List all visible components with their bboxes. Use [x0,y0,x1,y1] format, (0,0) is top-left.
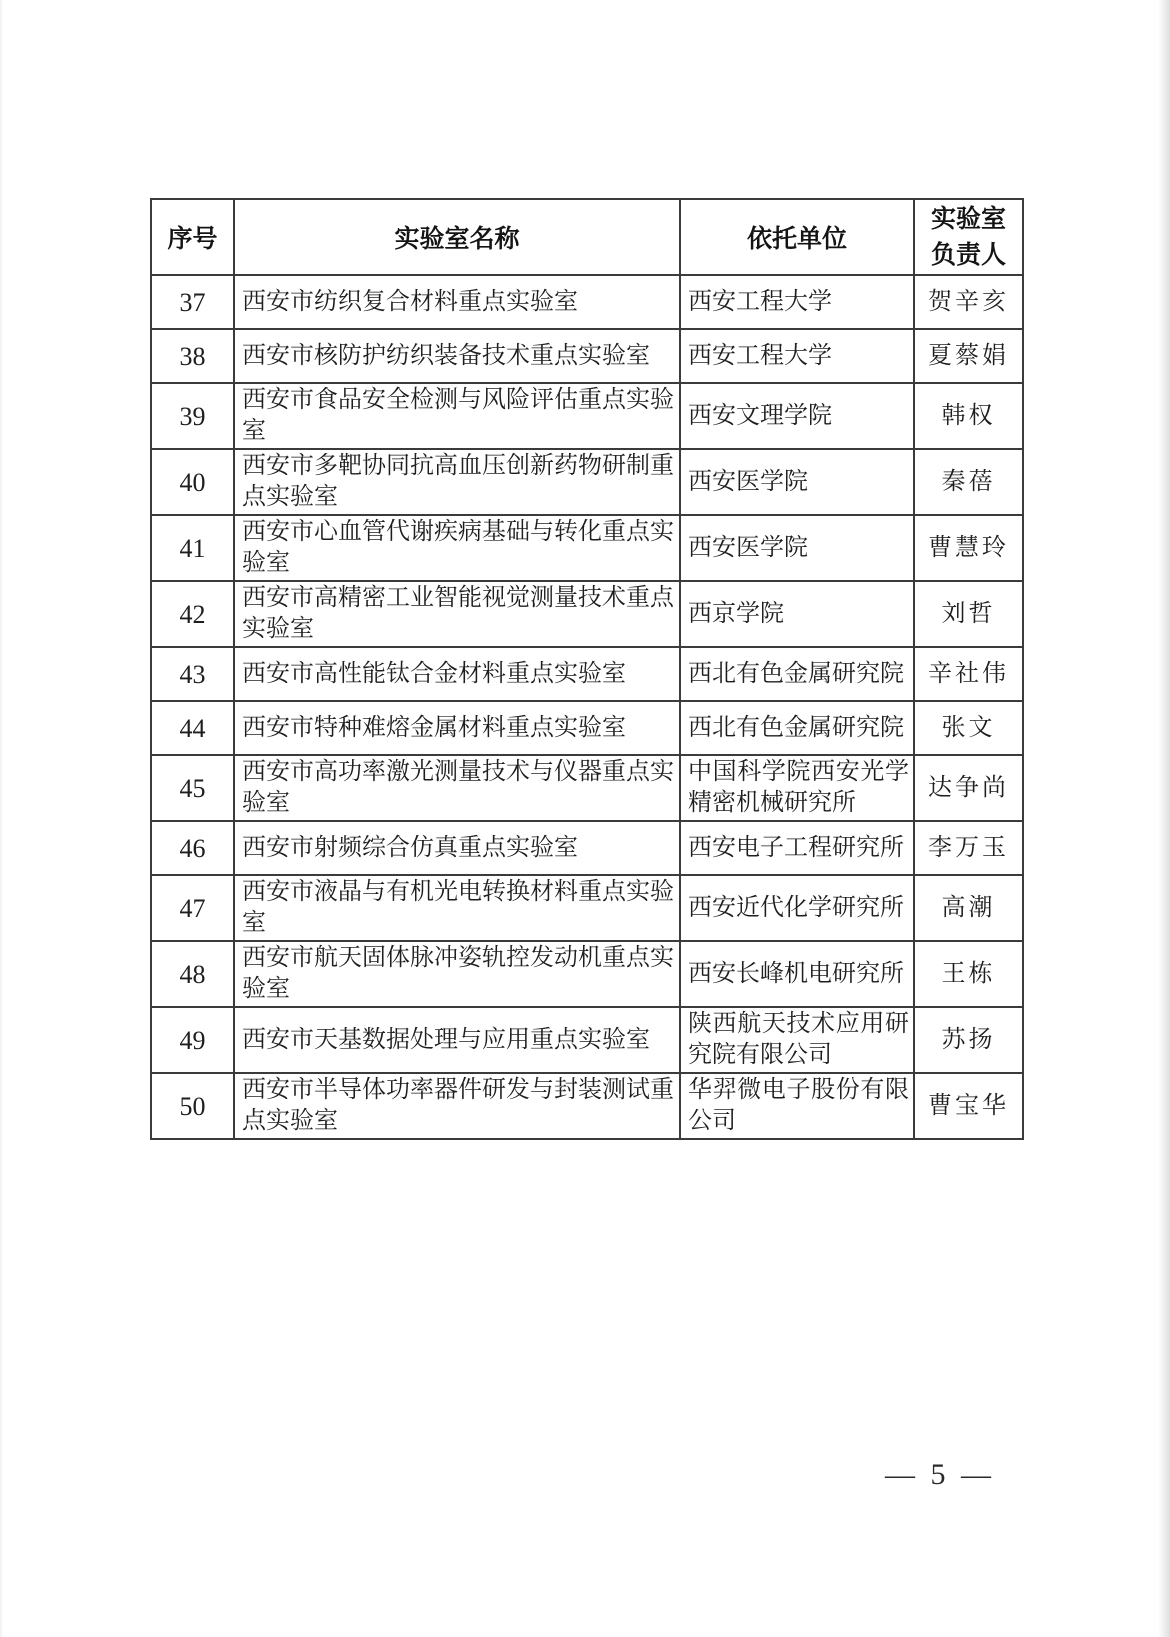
lab-name-cell: 西安市液晶与有机光电转换材料重点实验室 [234,875,680,941]
table-row [151,329,1023,383]
lab-name-cell: 西安市核防护纺织装备技术重点实验室 [234,329,680,383]
table-row [151,515,1023,581]
table-row [151,941,1023,1007]
host-org-cell: 西北有色金属研究院 [680,647,914,701]
director-cell: 苏扬 [914,1007,1023,1073]
director-cell: 曹慧玲 [914,515,1023,581]
table-row [151,821,1023,875]
director-cell: 辛社伟 [914,647,1023,701]
host-org-cell: 西安电子工程研究所 [680,821,914,875]
scan-edge-shadow-left [0,0,3,1637]
director-cell: 曹宝华 [914,1073,1023,1139]
serial-number-cell: 39 [151,383,234,449]
director-cell: 达争尚 [914,755,1023,821]
serial-number-cell: 38 [151,329,234,383]
serial-number-cell: 42 [151,581,234,647]
director-cell: 李万玉 [914,821,1023,875]
table-row [151,875,1023,941]
header-lab-director-line1: 实验室 [930,205,1006,233]
table-row [151,383,1023,449]
table-row [151,449,1023,515]
lab-name-cell: 西安市食品安全检测与风险评估重点实验室 [234,383,680,449]
header-host-org: 依托单位 [680,199,914,275]
host-org-cell: 中国科学院西安光学精密机械研究所 [680,755,914,821]
lab-name-cell: 西安市射频综合仿真重点实验室 [234,821,680,875]
director-cell: 秦蓓 [914,449,1023,515]
header-lab-director [914,199,1023,275]
serial-number-cell: 41 [151,515,234,581]
header-lab-director-line2: 负责人 [930,241,1006,269]
table-row [151,701,1023,755]
table-row [151,275,1023,329]
lab-name-cell: 西安市纺织复合材料重点实验室 [234,275,680,329]
table-row [151,581,1023,647]
director-cell: 刘哲 [914,581,1023,647]
table-row [151,647,1023,701]
lab-name-cell: 西安市航天固体脉冲姿轨控发动机重点实验室 [234,941,680,1007]
host-org-cell: 西安医学院 [680,449,914,515]
lab-name-cell: 西安市特种难熔金属材料重点实验室 [234,701,680,755]
page-number: — 5 — [885,1458,995,1491]
host-org-cell: 西安近代化学研究所 [680,875,914,941]
host-org-cell: 陕西航天技术应用研究院有限公司 [680,1007,914,1073]
lab-name-cell: 西安市高功率激光测量技术与仪器重点实验室 [234,755,680,821]
director-cell: 张文 [914,701,1023,755]
director-cell: 韩权 [914,383,1023,449]
host-org-cell: 西京学院 [680,581,914,647]
table-body [151,275,1023,1139]
host-org-cell: 西北有色金属研究院 [680,701,914,755]
serial-number-cell: 37 [151,275,234,329]
serial-number-cell: 44 [151,701,234,755]
serial-number-cell: 46 [151,821,234,875]
serial-number-cell: 49 [151,1007,234,1073]
table-row [151,1007,1023,1073]
director-cell: 王栋 [914,941,1023,1007]
table-header-row [151,199,1023,275]
host-org-cell: 西安工程大学 [680,275,914,329]
host-org-cell: 西安长峰机电研究所 [680,941,914,1007]
host-org-cell: 西安医学院 [680,515,914,581]
table-row [151,755,1023,821]
host-org-cell: 西安文理学院 [680,383,914,449]
header-serial-number: 序号 [151,199,234,275]
director-cell: 高潮 [914,875,1023,941]
table-row [151,1073,1023,1139]
lab-name-cell: 西安市高精密工业智能视觉测量技术重点实验室 [234,581,680,647]
serial-number-cell: 48 [151,941,234,1007]
host-org-cell: 华羿微电子股份有限公司 [680,1073,914,1139]
serial-number-cell: 45 [151,755,234,821]
lab-name-cell: 西安市天基数据处理与应用重点实验室 [234,1007,680,1073]
director-cell: 贺辛亥 [914,275,1023,329]
serial-number-cell: 50 [151,1073,234,1139]
serial-number-cell: 43 [151,647,234,701]
header-lab-name: 实验室名称 [234,199,680,275]
serial-number-cell: 40 [151,449,234,515]
key-labs-table [150,198,1024,1140]
lab-name-cell: 西安市心血管代谢疾病基础与转化重点实验室 [234,515,680,581]
director-cell: 夏蔡娟 [914,329,1023,383]
scan-edge-shadow-right [1158,0,1170,1637]
lab-name-cell: 西安市高性能钛合金材料重点实验室 [234,647,680,701]
table-header [151,199,1023,275]
lab-name-cell: 西安市多靶协同抗高血压创新药物研制重点实验室 [234,449,680,515]
lab-name-cell: 西安市半导体功率器件研发与封装测试重点实验室 [234,1073,680,1139]
serial-number-cell: 47 [151,875,234,941]
host-org-cell: 西安工程大学 [680,329,914,383]
